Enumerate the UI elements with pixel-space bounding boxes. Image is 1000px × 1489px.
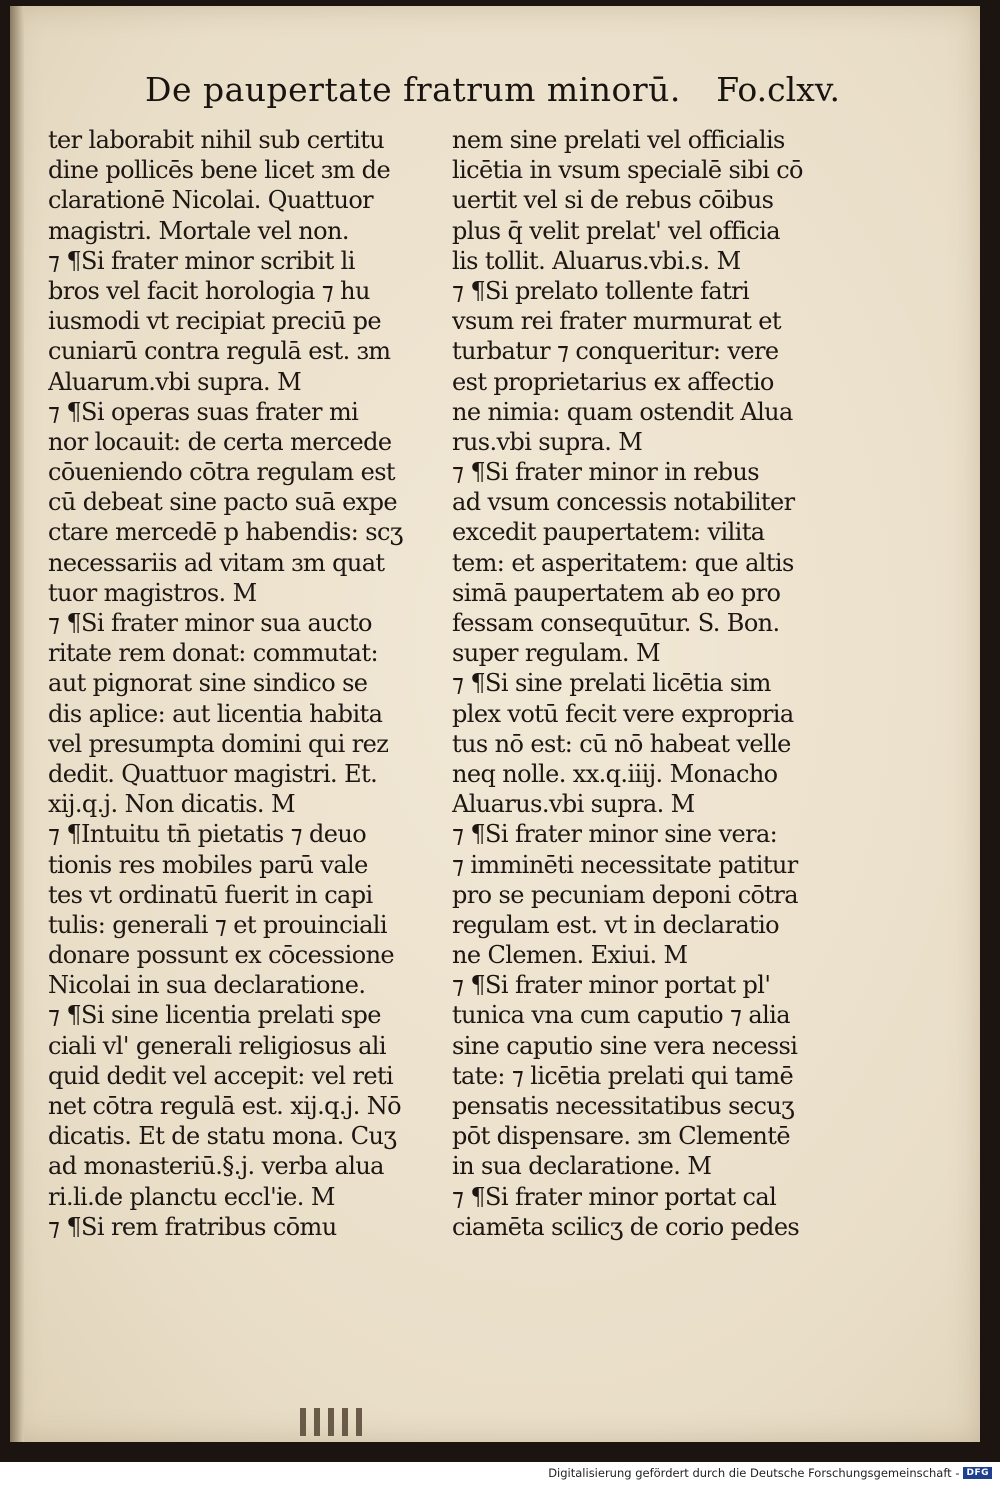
- text-line: uertit vel si de rebus cōibus: [452, 186, 774, 215]
- binding-tab: [328, 1408, 334, 1436]
- text-line: dis aplice: aut licentia habita: [48, 699, 383, 728]
- text-line: cuniarū contra regulā est. ɜm: [48, 337, 391, 366]
- text-line: est proprietarius ex affectio: [452, 367, 774, 396]
- footer-credit: Digitalisierung gefördert durch die Deutsche Forschungsgemeinschaft -: [548, 1466, 960, 1480]
- text-line: tulis: generali ⁊ et prouinciali: [48, 910, 387, 939]
- text-line: ⁊ ¶Si sine prelati licētia sim: [452, 669, 771, 698]
- text-line: Nicolai in sua declaratione.: [48, 971, 366, 1000]
- text-line: tem: et asperitatem: que altis: [452, 548, 794, 577]
- text-line: nem sine prelati vel officialis: [452, 126, 785, 154]
- text-line: necessariis ad vitam ɜm quat: [48, 548, 385, 577]
- text-line: excedit paupertatem: vilita: [452, 518, 765, 547]
- text-line: super regulam. M: [452, 639, 660, 668]
- text-line: ad monasteriū.§.j. verba alua: [48, 1152, 384, 1181]
- left-text-column: [48, 125, 423, 1242]
- text-line: tionis res mobiles parū vale: [48, 850, 368, 879]
- running-title: De paupertate fratrum minorū.: [145, 70, 681, 109]
- text-line: cū debeat sine pacto suā expe: [48, 488, 397, 517]
- text-line: Aluarus.vbi supra. M: [452, 790, 695, 819]
- text-line: clarationē Nicolai. Quattuor: [48, 186, 374, 215]
- binding-tab: [314, 1408, 320, 1436]
- text-line: fessam consequūtur. S. Bon.: [452, 609, 780, 637]
- text-line: donare possunt ex cōcessione: [48, 941, 395, 970]
- text-line: ⁊ ¶Si rem fratribus cōmu: [48, 1212, 337, 1241]
- text-line: ad vsum concessis notabiliter: [452, 488, 795, 517]
- text-line: turbatur ⁊ conqueritur: vere: [452, 337, 779, 366]
- text-line: simā paupertatem ab eo pro: [452, 578, 781, 607]
- text-line: ciali vl' generali religiosus ali: [48, 1031, 386, 1060]
- text-line: ⁊ ¶Si frater minor scribit li: [48, 246, 355, 275]
- text-line: plus q̄ velit prelat' vel officia: [452, 216, 780, 245]
- text-line: ne nimia: quam ostendit Alua: [452, 397, 793, 426]
- text-line: dedit. Quattuor magistri. Et.: [48, 759, 378, 788]
- text-line: licētia in vsum specialē sibi cō: [452, 156, 803, 185]
- text-line: pensatis necessitatibus secuʒ: [452, 1092, 795, 1120]
- text-line: regulam est. vt in declaratio: [452, 910, 780, 939]
- folio-number: Fo.clxv.: [716, 70, 840, 109]
- text-line: dine pollicēs bene licet ɜm de: [48, 156, 391, 185]
- text-line: tes vt ordinatū fuerit in capi: [48, 880, 373, 909]
- text-line: aut pignorat sine sindico se: [48, 669, 368, 698]
- text-line: Aluarum.vbi supra. M: [48, 367, 302, 396]
- dfg-logo: DFG: [963, 1467, 992, 1479]
- text-line: ritate rem donat: commutat:: [48, 639, 378, 668]
- binding-tab: [356, 1408, 362, 1436]
- binding-tabs: [300, 1408, 370, 1436]
- text-line: rus.vbi supra. M: [452, 427, 643, 456]
- text-line: ⁊ ¶Si frater minor sua aucto: [48, 609, 372, 637]
- text-line: magistri. Mortale vel non.: [48, 216, 349, 245]
- text-line: tate: ⁊ licētia prelati qui tamē: [452, 1061, 794, 1090]
- text-line: net cōtra regulā est. xij.q.j. Nō: [48, 1092, 402, 1120]
- text-line: sine caputio sine vera necessi: [452, 1031, 798, 1060]
- text-line: ne Clemen. Exiui. M: [452, 941, 688, 970]
- text-line: ⁊ ¶Si prelato tollente fatri: [452, 276, 750, 305]
- text-line: plex votū fecit vere expropria: [452, 699, 794, 728]
- text-line: ⁊ imminēti necessitate patitur: [452, 850, 798, 879]
- text-line: lis tollit. Aluarus.vbi.s. M: [452, 246, 741, 275]
- text-line: tuor magistros. M: [48, 578, 257, 607]
- text-line: ⁊ ¶Si frater minor portat cal: [452, 1182, 777, 1211]
- text-line: tunica vna cum caputio ⁊ alia: [452, 1001, 790, 1030]
- text-line: ⁊ ¶Si operas suas frater mi: [48, 397, 359, 426]
- text-line: ri.li.de planctu eccl'ie. M: [48, 1182, 335, 1211]
- digitization-footer: [548, 1466, 992, 1480]
- text-line: cōueniendo cōtra regulam est: [48, 458, 395, 487]
- text-line: ctare mercedē p habendis: scʒ: [48, 518, 403, 547]
- text-line: iusmodi vt recipiat preciū pe: [48, 307, 381, 336]
- text-line: ⁊ ¶Si frater minor portat pl': [452, 971, 771, 1000]
- text-line: ⁊ ¶Si frater minor sine vera:: [452, 820, 778, 849]
- text-line: vsum rei frater murmurat et: [452, 307, 781, 336]
- binding-tab: [300, 1408, 306, 1436]
- text-line: in sua declaratione. M: [452, 1152, 712, 1181]
- text-line: pro se pecuniam deponi cōtra: [452, 880, 799, 909]
- text-line: vel presumpta domini qui rez: [48, 729, 389, 758]
- text-line: tus nō est: cū nō habeat velle: [452, 729, 791, 758]
- text-line: ⁊ ¶Si frater minor in rebus: [452, 458, 760, 487]
- binding-tab: [342, 1408, 348, 1436]
- text-line: ciamēta scilicʒ de corio pedes: [452, 1212, 800, 1241]
- text-line: xij.q.j. Non dicatis. M: [48, 790, 295, 819]
- text-line: quid dedit vel accepit: vel reti: [48, 1061, 394, 1090]
- text-line: neq nolle. xx.q.iiij. Monacho: [452, 759, 778, 788]
- text-line: pōt dispensare. ɜm Clementē: [452, 1122, 790, 1151]
- text-line: ⁊ ¶Intuitu tn̄ pietatis ⁊ deuo: [48, 820, 367, 849]
- text-line: nor locauit: de certa mercede: [48, 427, 392, 456]
- text-line: ⁊ ¶Si sine licentia prelati spe: [48, 1001, 381, 1030]
- text-line: bros vel facit horologia ⁊ hu: [48, 276, 370, 305]
- page-gutter: [10, 6, 24, 1442]
- right-text-column: [452, 125, 827, 1242]
- text-line: ter laborabit nihil sub certitu: [48, 126, 385, 154]
- text-line: dicatis. Et de statu mona. Cuʒ: [48, 1122, 397, 1151]
